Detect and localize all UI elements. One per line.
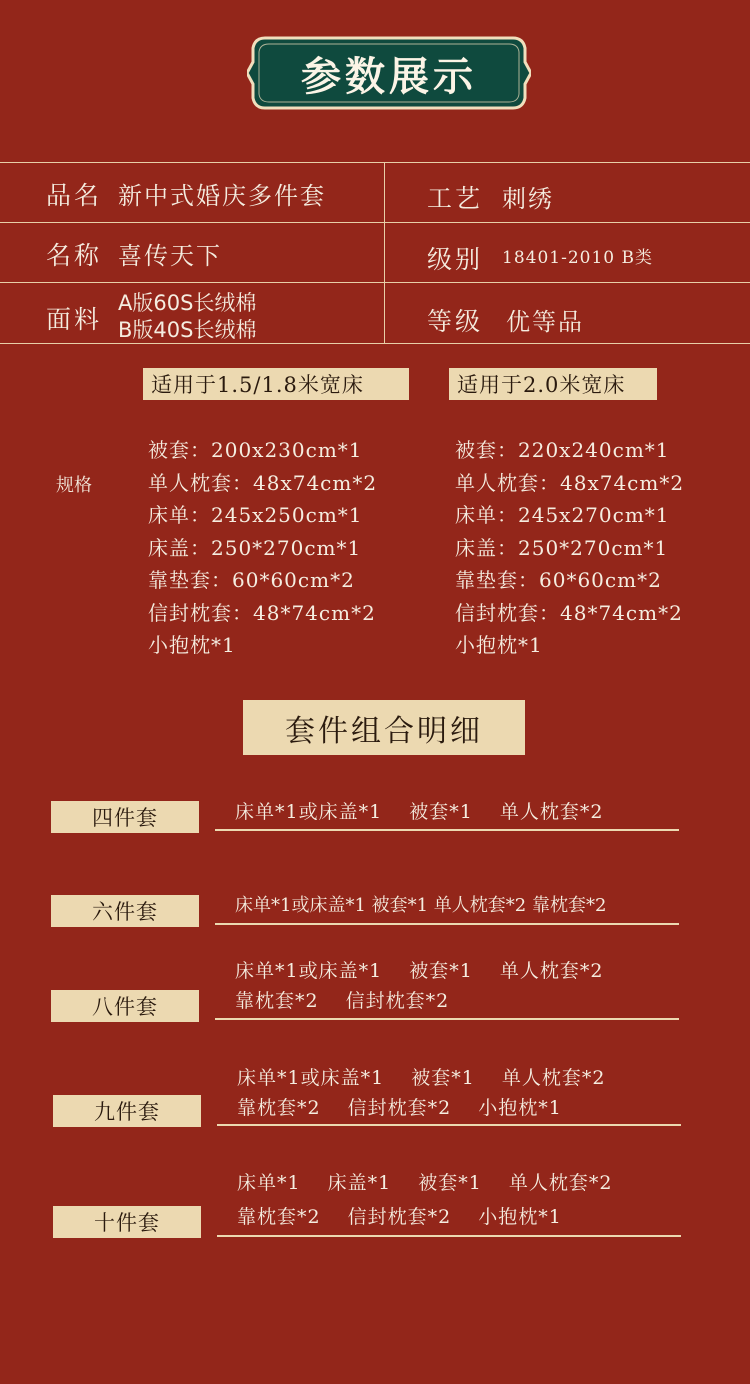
spec-item: 单人枕套：48x74cm*2 [455, 470, 685, 495]
combo-underline-four [215, 829, 679, 831]
combo-underline-ten [217, 1235, 681, 1237]
combo-tag-nine: 九件套 [53, 1095, 201, 1127]
combos-heading: 套件组合明细 [243, 700, 525, 755]
spec-item: 信封枕套：48*74cm*2 [455, 600, 683, 625]
param-value-level: 18401-2010 B类 [502, 248, 653, 268]
combo-underline-six [215, 923, 679, 925]
combo-underline-eight [215, 1018, 679, 1020]
combo-line1-nine: 床单*1或床盖*1 被套*1 单人枕套*2 [237, 1067, 606, 1089]
combo-line1-eight: 床单*1或床盖*1 被套*1 单人枕套*2 [235, 960, 604, 982]
spec-item: 靠垫套：60*60cm*2 [148, 568, 355, 592]
spec-list-1518 [148, 434, 377, 662]
spec-item: 床单：245x250cm*1 [148, 503, 363, 527]
combo-underline-nine [217, 1124, 681, 1126]
fit-tag-1518: 适用于1.5/1.8米宽床 [143, 368, 409, 400]
combo-line1-ten: 床单*1 床盖*1 被套*1 单人枕套*2 [237, 1172, 613, 1194]
spec-item: 小抱枕*1 [148, 633, 236, 657]
combo-line1-four: 床单*1或床盖*1 被套*1 单人枕套*2 [235, 801, 604, 823]
spec-item: 靠垫套：60*60cm*2 [455, 568, 662, 592]
spec-item: 信封枕套：48*74cm*2 [148, 600, 376, 625]
spec-item: 小抱枕*1 [455, 633, 543, 657]
table-line-1 [0, 222, 750, 223]
param-value-fabric-a: A版60S长绒棉 [118, 291, 257, 315]
param-value-craft: 刺绣 [502, 185, 554, 213]
param-label-product: 品名 [46, 181, 103, 210]
spec-label: 规格 [56, 475, 92, 496]
fit-tag-20: 适用于2.0米宽床 [449, 368, 657, 400]
combo-tag-six: 六件套 [51, 895, 199, 927]
combo-line2-nine: 靠枕套*2 信封枕套*2 小抱枕*1 [237, 1097, 562, 1119]
param-label-fabric: 面料 [46, 305, 103, 334]
table-line-2 [0, 282, 750, 283]
page-title: 参数展示 [301, 53, 477, 100]
param-value-fabric-b: B版40S长绒棉 [118, 318, 257, 342]
param-value-product: 新中式婚庆多件套 [118, 182, 326, 210]
param-label-name: 名称 [46, 241, 103, 270]
param-label-level: 级别 [427, 245, 484, 274]
spec-item: 床单：245x270cm*1 [455, 503, 670, 527]
param-label-grade: 等级 [427, 307, 484, 336]
combo-line2-eight: 靠枕套*2 信封枕套*2 [235, 990, 450, 1012]
combo-tag-ten: 十件套 [53, 1206, 201, 1238]
param-value-name: 喜传天下 [118, 242, 222, 270]
combo-tag-four: 四件套 [51, 801, 199, 833]
param-label-craft: 工艺 [427, 184, 484, 213]
combo-line2-ten: 靠枕套*2 信封枕套*2 小抱枕*1 [237, 1206, 562, 1228]
table-top-line [0, 162, 750, 163]
spec-item: 床盖：250*270cm*1 [148, 535, 362, 560]
combo-tag-eight: 八件套 [51, 990, 199, 1022]
title-badge [247, 32, 531, 114]
combo-line1-six: 床单*1或床盖*1 被套*1 单人枕套*2 靠枕套*2 [235, 895, 607, 916]
spec-item: 床盖：250*270cm*1 [455, 535, 669, 560]
spec-item: 被套：220x240cm*1 [455, 438, 670, 462]
param-value-grade: 优等品 [506, 308, 584, 336]
spec-list-20 [455, 434, 684, 662]
table-divider [384, 162, 385, 343]
spec-item: 被套：200x230cm*1 [148, 438, 363, 462]
spec-item: 单人枕套：48x74cm*2 [148, 470, 378, 495]
table-bottom-line [0, 343, 750, 344]
